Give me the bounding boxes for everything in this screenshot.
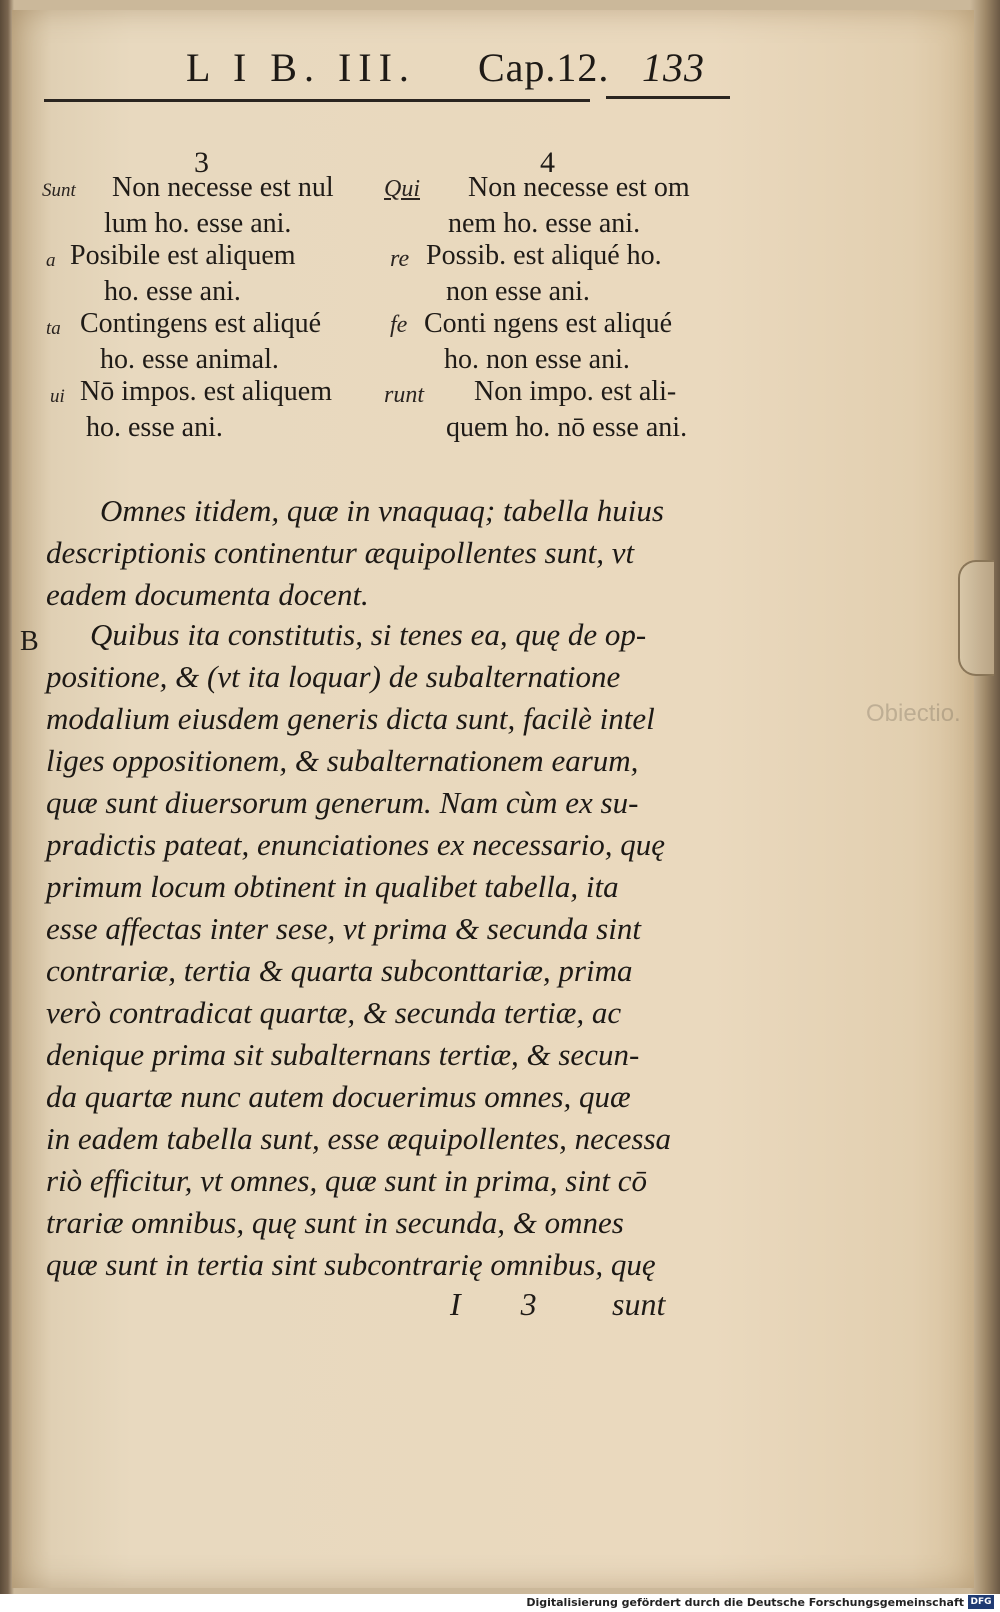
column-number-3: 3 xyxy=(194,146,209,179)
cell-line: quem ho. nō esse ani. xyxy=(446,412,688,443)
margin-word: ui xyxy=(50,386,65,407)
text-line: pradictis pateat, enunciationes ex necessario, quę xyxy=(46,827,666,862)
dfg-logo: DFG xyxy=(968,1595,994,1609)
footer-credit: Digitalisierung gefördert durch die Deutsche Forschungsgemeinschaft xyxy=(526,1596,964,1609)
margin-letter: B xyxy=(20,626,39,657)
margin-word: a xyxy=(46,250,56,271)
cell-line: Nō impos. est aliquem xyxy=(80,376,332,407)
cell-line: Possib. est aliqué ho. xyxy=(426,240,662,271)
text-line: Quibus ita constitutis, si tenes ea, quę de op- xyxy=(90,617,647,652)
cell-line: ho. esse ani. xyxy=(86,412,223,443)
margin-word: ta xyxy=(46,318,61,339)
text-line: esse affectas inter sese, vt prima & secunda sint xyxy=(46,911,641,946)
running-head-chapter: Cap.12. xyxy=(478,45,610,90)
text-line: quæ sunt diuersorum generum. Nam cùm ex su- xyxy=(46,785,639,820)
margin-word: Sunt xyxy=(42,180,76,201)
middle-word: fe xyxy=(390,312,408,338)
text-line: riò efficitur, vt omnes, quæ sunt in prima, sint cō xyxy=(46,1163,648,1198)
middle-word: runt xyxy=(384,382,425,408)
column-number-4: 4 xyxy=(540,146,555,179)
text-line: contrariæ, tertia & quarta subconttariæ, prima xyxy=(46,953,633,988)
text-line: quæ sunt in tertia sint subcontrarię omnibus, quę xyxy=(46,1247,656,1282)
table-cell-left xyxy=(80,374,332,446)
text-line: modalium eiusdem generis dicta sunt, facilè intel xyxy=(46,701,655,736)
cell-line: Conti ngens est aliqué xyxy=(424,308,673,339)
text-line: da quartæ nunc autem docuerimus omnes, quæ xyxy=(46,1079,631,1114)
text-line: liges oppositionem, & subalternationem earum, xyxy=(46,743,639,778)
cell-line: ho. esse ani. xyxy=(104,276,241,307)
paragraph-1 xyxy=(46,490,746,620)
table-cell-right xyxy=(424,306,672,378)
cell-line: ho. esse animal. xyxy=(100,344,279,375)
middle-word: Qui xyxy=(384,176,420,202)
cell-line: non esse ani. xyxy=(446,276,590,307)
text-line: eadem documenta docent. xyxy=(46,577,369,612)
middle-word: re xyxy=(390,246,410,272)
page-number: 133 xyxy=(642,45,705,90)
text-line: trariæ omnibus, quę sunt in secunda, & omnes xyxy=(46,1205,624,1240)
cell-line: Non necesse est om xyxy=(468,172,690,203)
cell-line: lum ho. esse ani. xyxy=(104,208,292,239)
cell-line: Contingens est aliqué xyxy=(80,308,322,339)
text-line: primum locum obtinent in qualibet tabella, ita xyxy=(46,869,619,904)
cell-line: Non impo. est ali- xyxy=(474,376,677,407)
running-head-book: L I B. III. xyxy=(186,45,416,90)
running-head xyxy=(186,44,726,94)
cell-line: ho. non esse ani. xyxy=(444,344,630,375)
table-cell-left xyxy=(70,238,296,310)
text-line: verò contradicat quartæ, & secunda tertiæ, ac xyxy=(46,995,622,1030)
page-edge-tab xyxy=(958,560,994,676)
catchword: sunt xyxy=(612,1286,666,1322)
table-cell-right xyxy=(448,170,690,242)
table-cell-right xyxy=(446,374,688,446)
text-line: denique prima sit subalternans tertiæ, & secun- xyxy=(46,1037,640,1072)
cell-line: nem ho. esse ani. xyxy=(448,208,641,239)
header-rule-right xyxy=(606,96,730,99)
text-line: descriptionis continentur æquipollentes sunt, vt xyxy=(46,535,635,570)
text-line: positione, & (vt ita loquar) de subalternatione xyxy=(46,659,621,694)
show-through-text: Obiectio. xyxy=(866,700,961,727)
text-line: Omnes itidem, quæ in vnaquaq; tabella huius xyxy=(100,493,664,528)
text-line: in eadem tabella sunt, esse æquipollentes, necessa xyxy=(46,1121,672,1156)
cell-line: Non necesse est nul xyxy=(112,172,334,203)
table-cell-left xyxy=(80,306,321,378)
signature-mark: I 3 xyxy=(450,1286,563,1322)
cell-line: Posibile est aliquem xyxy=(70,240,296,271)
table-cell-right xyxy=(426,238,662,310)
header-rule-left xyxy=(44,99,590,102)
paragraph-2 xyxy=(46,614,746,1294)
table-cell-left xyxy=(104,170,334,242)
